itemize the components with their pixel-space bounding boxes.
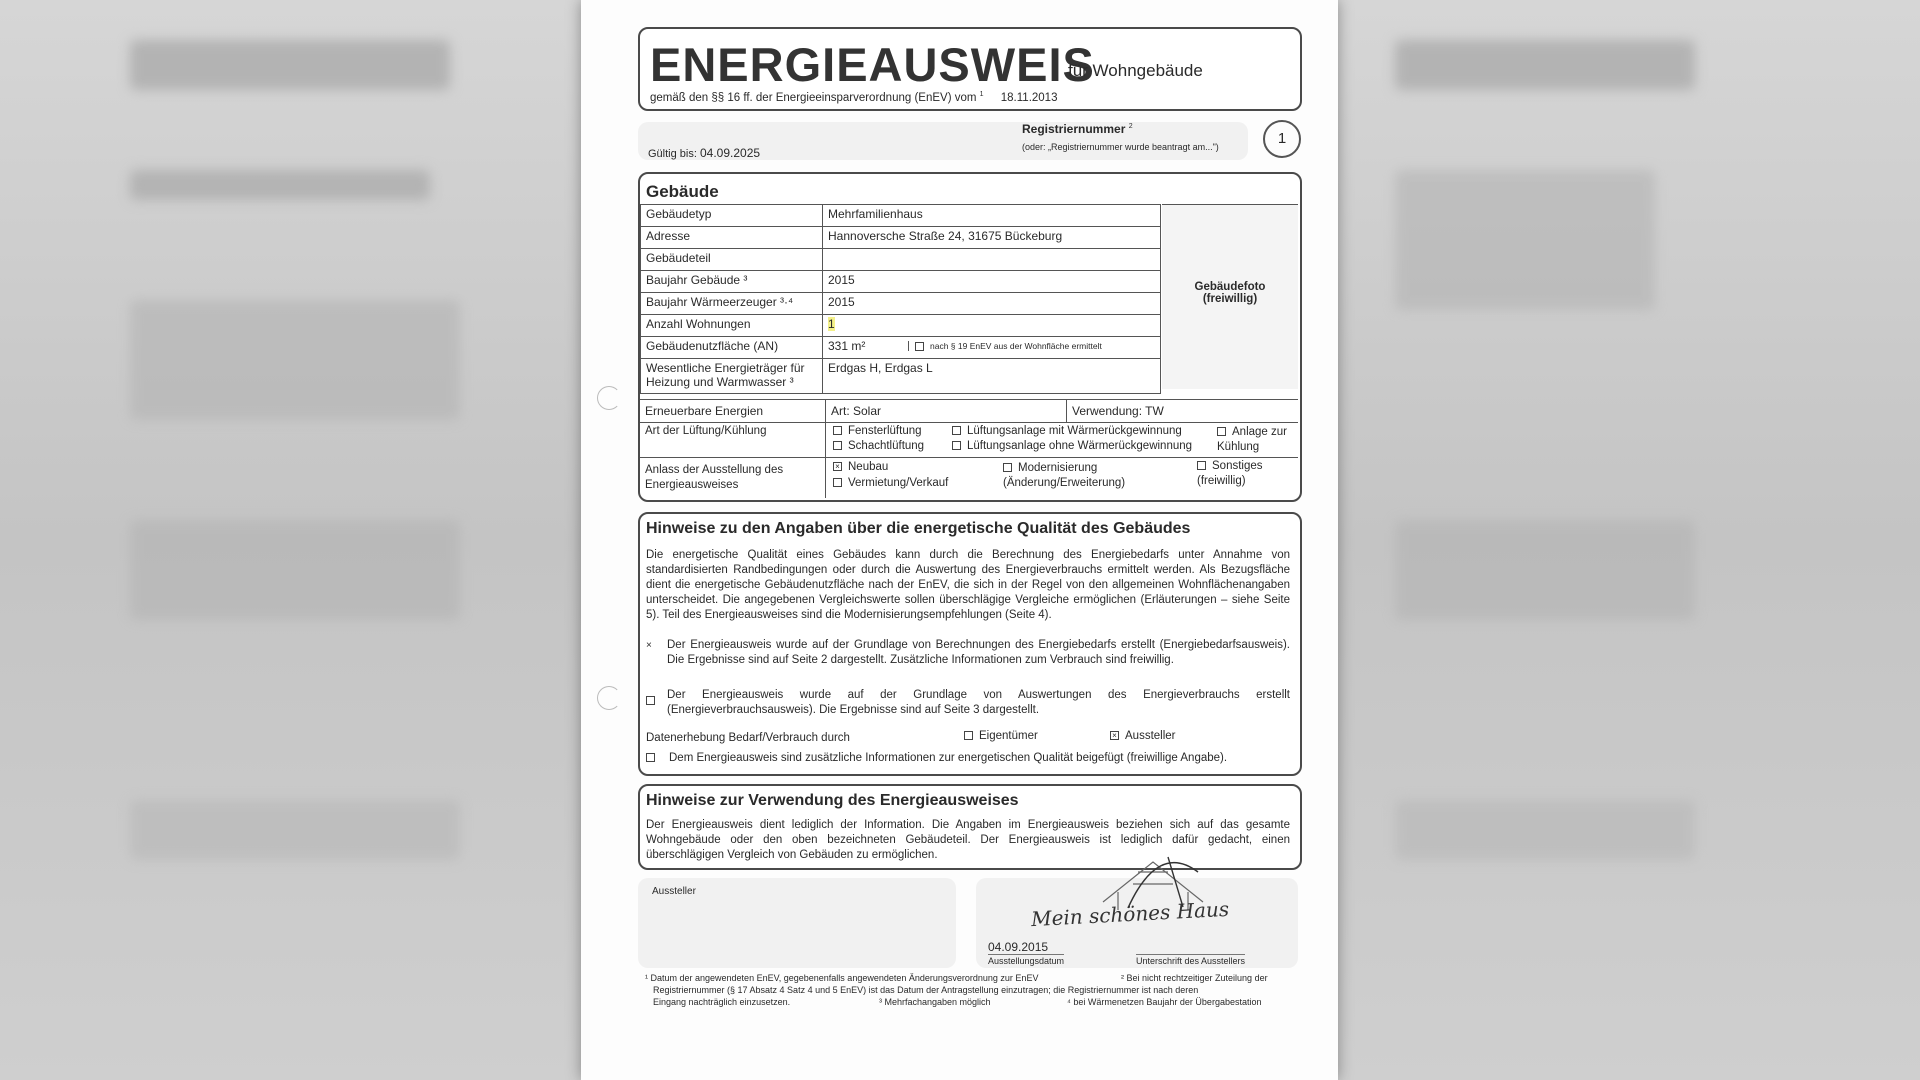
registration-note: (oder: „Registriernummer wurde beantragt am...") bbox=[1022, 142, 1219, 152]
notes-option-verbrauch: Der Energieausweis wurde auf der Grundlage von Auswertungen des Energieverbrauchs erstellt (Energieverbrauchsausweis). Die Ergebnisse sind auf Seite 3 dargestellt. bbox=[667, 689, 1290, 716]
table-row: Gebäudeteil bbox=[641, 249, 1161, 271]
table-row: Anzahl Wohnungen 1 bbox=[641, 315, 1161, 337]
issue-date-label: Ausstellungsdatum bbox=[988, 956, 1065, 966]
checkbox-eigentuemer[interactable]: Eigentümer bbox=[964, 730, 1038, 742]
usage-heading: Hinweise zur Verwendung des Energieausweises bbox=[646, 792, 1019, 809]
checkbox-sonstiges[interactable]: Sonstiges (freiwillig) bbox=[1197, 460, 1263, 487]
checkbox-zusatzinfo[interactable]: Dem Energieausweis sind zusätzliche Informationen zur energetischen Qualität beigefügt (freiwillige Angabe). bbox=[646, 752, 1227, 764]
checkbox-schachtlueftung[interactable]: Schachtlüftung bbox=[833, 440, 924, 452]
building-photo-placeholder: Gebäudefoto (freiwillig) bbox=[1162, 204, 1298, 389]
footnote-3: ³ Mehrfachangaben möglich bbox=[879, 997, 991, 1007]
footnote-4: ⁴ bei Wärmenetzen Baujahr der Übergabestation bbox=[1067, 997, 1262, 1007]
footnote-1: ¹ Datum der angewendeten EnEV, gegebenenfalls angewendeten Änderungsverordnung zur EnEV bbox=[645, 973, 1039, 983]
punch-hole bbox=[597, 386, 621, 410]
table-row: Gebäudenutzfläche (AN) 331 m² nach § 19 EnEV aus der Wohnfläche ermittelt bbox=[641, 337, 1161, 359]
ventilation-row: Art der Lüftung/Kühlung Fensterlüftung Schachtlüftung Lüftungsanlage mit Wärmerückgewinnung Lüftungsanlage ohne Wärmerückgewinnung Anlage zur Kühlung bbox=[640, 421, 1298, 458]
document-subtitle: gemäß den §§ 16 ff. der Energieeinsparverordnung (EnEV) vom $^1$ 18.11.2013 bbox=[650, 91, 1058, 104]
reason-row: Anlass der Ausstellung des Energieausweises × Neubau Vermietung/Verkauf Modernisierung (Änderung/Erweiterung) Sonstiges (freiwillig) bbox=[640, 457, 1298, 498]
checkbox-aussteller[interactable]: × Aussteller bbox=[1110, 730, 1176, 742]
valid-until: Gültig bis: 04.09.2025 bbox=[648, 146, 761, 160]
energy-certificate-page bbox=[581, 0, 1338, 1080]
signature-label: Unterschrift des Ausstellers bbox=[1136, 956, 1246, 966]
page-number: 1 bbox=[1263, 120, 1301, 158]
checkbox-fensterlueftung[interactable]: Fensterlüftung bbox=[833, 425, 922, 437]
document-title-suffix: für Wohngebäude bbox=[1068, 61, 1203, 80]
blurred-background-left bbox=[0, 0, 585, 1080]
checkbox-vermietung[interactable]: Vermietung/Verkauf bbox=[833, 477, 948, 489]
notes-intro: Die energetische Qualität eines Gebäudes kann durch die Berechnung des Energiebedarfs unter Annahme von standardisierten Randbedingungen oder durch die Auswertung des Energieverbrauchs ermittelt werden. Als Bezugsfläche dient die energetische Gebäudenutzfläche nach der EnEV, die sich in der Regel von den allgemeinen Wohnflächenangaben unterscheidet. Die angegebenen Vergleichswerte sollen überschlägige Vergleiche ermöglichen (Erläuterungen – siehe Seite 5). Teil des Energieausweises sind die Modernisierungsempfehlungen (Seite 4). bbox=[646, 549, 1290, 621]
issue-date: 04.09.2015 bbox=[988, 940, 1049, 954]
blurred-background-right bbox=[1335, 0, 1920, 1080]
footnote-1b: Registriernummer (§ 17 Absatz 4 Satz 4 und 5 EnEV) ist das Datum der Antragstellung einzutragen; die Registriernummer ist nach deren bbox=[653, 985, 1199, 995]
signature-box bbox=[976, 878, 1298, 968]
table-row: Adresse Hannoversche Straße 24, 31675 Bückeburg bbox=[641, 227, 1161, 249]
table-row: Gebäudetyp Mehrfamilienhaus bbox=[641, 205, 1161, 227]
punch-hole bbox=[597, 686, 621, 710]
table-row: Baujahr Wärmeerzeuger ³·⁴ 2015 bbox=[641, 293, 1161, 315]
checkbox-lueftung-mit-wrg[interactable]: Lüftungsanlage mit Wärmerückgewinnung bbox=[952, 425, 1182, 437]
building-heading: Gebäude bbox=[646, 182, 719, 201]
checkbox-modernisierung[interactable]: Modernisierung (Änderung/Erweiterung) bbox=[1003, 462, 1126, 489]
notes-section: Hinweise zu den Angaben über die energetische Qualität des Gebäudes Die energetische Qualität eines Gebäudes kann durch die Berechnung des Energiebedarfs unter Annahme von standardisierten Randbedingungen oder durch die Auswertung des Energieverbrauchs ermittelt werden. Als Bezugsfläche dient die energetische Gebäudenutzfläche nach der EnEV, die sich in der Regel von den allgemeinen Wohnflächenangaben unterscheidet. Die angegebenen Vergleichswerte sollen überschlägige Vergleiche ermöglichen (Erläuterungen – siehe Seite 5). Teil des Energieausweises sind die Modernisierungsempfehlungen (Seite 4). × Der Energieausweis wurde auf der Grundlage von Berechnungen des Energiebedarfs erstellt (Energiebedarfsausweis). Die Ergebnisse sind auf Seite 2 dargestellt. Zusätzliche Informationen zum Verbrauch sind freiwillig. Der Energieausweis wurde auf der Grundlage von Auswertungen des Energieverbrauchs erstellt (Energieverbrauchsausweis). Die Ergebnisse sind auf Seite 3 dargestellt. Datenerhebung Bedarf/Verbrauch durch Eigentümer × Aussteller Dem Energieausweis sind zusätzliche Informationen zur energetischen Qualität beigefügt (freiwillige Angabe). bbox=[638, 512, 1302, 776]
notes-option-bedarf: Der Energieausweis wurde auf der Grundlage von Berechnungen des Energiebedarfs erstellt (Energiebedarfsausweis). Die Ergebnisse sind auf Seite 2 dargestellt. Zusätzliche Informationen zum Verbrauch sind freiwillig. bbox=[667, 639, 1290, 666]
checkbox-kuehlung[interactable]: Anlage zur Kühlung bbox=[1217, 426, 1287, 453]
building-section bbox=[638, 172, 1302, 502]
document-title: ENERGIEAUSWEIS bbox=[650, 38, 1095, 91]
footnote-1c: Eingang nachträglich einzusetzen. bbox=[653, 997, 791, 1007]
company-stamp: Mein schönes Haus bbox=[1030, 896, 1230, 932]
renewables-row: Erneuerbare Energien Art: Solar Verwendung: TW bbox=[640, 399, 1298, 423]
table-row: Wesentliche Energieträger für Heizung und Warmwasser ³ Erdgas H, Erdgas L bbox=[641, 359, 1161, 394]
data-collection-label: Datenerhebung Bedarf/Verbrauch durch bbox=[646, 732, 850, 744]
issuer-box: Aussteller bbox=[638, 878, 956, 968]
building-table bbox=[640, 204, 1161, 394]
checkbox-lueftung-ohne-wrg[interactable]: Lüftungsanlage ohne Wärmerückgewinnung bbox=[952, 440, 1192, 452]
registration-label: Registriernummer $^2$ bbox=[1022, 122, 1133, 136]
title-box bbox=[638, 27, 1302, 111]
notes-heading: Hinweise zu den Angaben über die energetische Qualität des Gebäudes bbox=[646, 520, 1191, 537]
registration-box bbox=[638, 122, 1248, 160]
checkbox-neubau[interactable]: × Neubau bbox=[833, 461, 888, 473]
table-row: Baujahr Gebäude ³ 2015 bbox=[641, 271, 1161, 293]
footnote-2: ² Bei nicht rechtzeitiger Zuteilung der bbox=[1121, 973, 1268, 983]
usage-text: Der Energieausweis dient lediglich der Information. Die Angaben im Energieausweis beziehen sich auf das gesamte Wohngebäude oder den oben bezeichneten Gebäudeteil. Der Energieausweis ist lediglich dafür gedacht, einen überschlägigen Vergleich von Gebäuden zu ermöglichen. bbox=[646, 819, 1290, 861]
